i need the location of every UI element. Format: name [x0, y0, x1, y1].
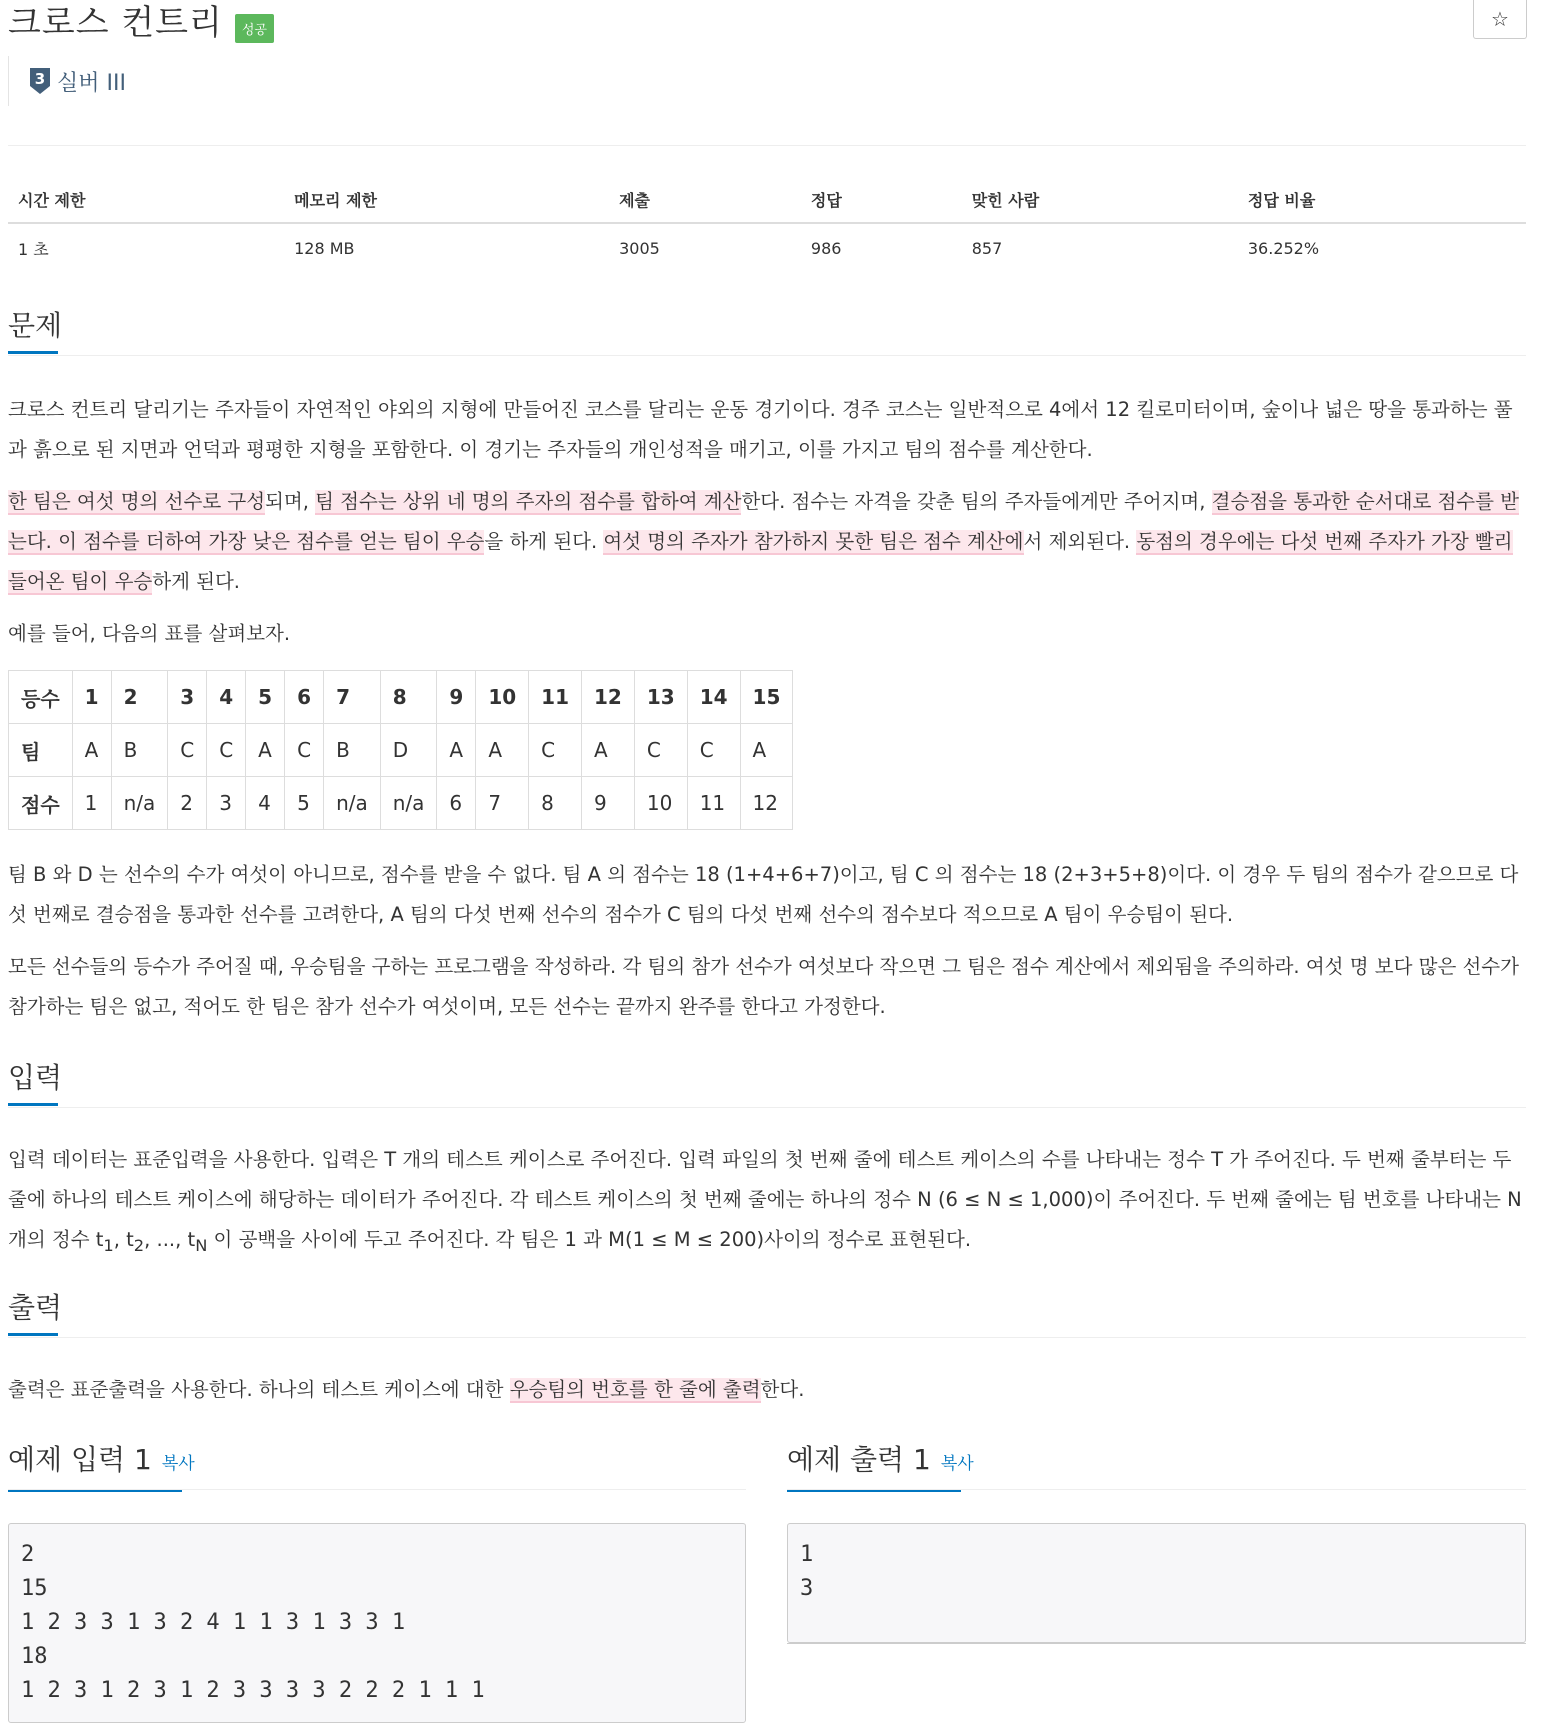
sample-output-title — [787, 1440, 974, 1484]
highlight: 우승팀의 번호를 한 줄에 출력 — [509, 1378, 761, 1401]
section-divider — [8, 1107, 1526, 1108]
score-cell: 5 — [285, 777, 324, 830]
highlight: 여섯 명의 주자가 참가하지 못한 팀은 점수 계산에 — [603, 530, 1024, 553]
problem-section-title — [8, 306, 62, 346]
team-cell: A — [246, 724, 285, 777]
team-cell: C — [529, 724, 582, 777]
problem-section-label: 문제 — [8, 309, 63, 342]
tier-badge-icon — [29, 67, 51, 95]
rank-cell: 13 — [634, 671, 687, 724]
team-cell: B — [111, 724, 168, 777]
highlight: 결승점을 통과한 순서대로 점수를 받는다. 이 점수를 더하여 가장 낮은 점수를 얻는 팀이 우승 — [8, 490, 1520, 553]
score-cell: 6 — [437, 777, 476, 830]
highlight: 한 팀은 여섯 명의 선수로 구성 — [8, 490, 266, 513]
header-divider — [8, 145, 1526, 146]
task-paragraph: 모든 선수들의 등수가 주어질 때, 우승팀을 구하는 프로그램을 작성하라. 각 팀의 참가 선수가 여섯보다 작으면 그 팀은 점수 계산에서 제외됨을 주의하라. 여섯 명 보다 많은 선수가 참가하는 팀은 없고, 적어도 한 팀은 참가 선수가 여섯이며, 모든 선수는 끝까지 완주를 한다고 가정한다. — [8, 955, 1519, 1018]
input-var-t: t — [95, 1228, 104, 1251]
text-span: , ..., t — [144, 1228, 196, 1251]
team-cell: A — [476, 724, 529, 777]
output-section-label: 출력 — [8, 1291, 63, 1324]
rank-cell: 10 — [476, 671, 529, 724]
info-header-submit: 제출 — [609, 176, 801, 223]
rank-cell: 3 — [168, 671, 207, 724]
score-cell: 3 — [207, 777, 246, 830]
team-cell: A — [437, 724, 476, 777]
subscript: 1 — [103, 1235, 114, 1255]
status-badge: 성공 — [235, 14, 274, 43]
input-paragraph — [8, 1140, 1528, 1266]
team-cell: B — [324, 724, 381, 777]
problem-info-table — [8, 176, 1526, 272]
sample-input-box[interactable]: 2 15 1 2 3 3 1 3 2 4 1 1 3 1 3 3 1 18 1 2 3 1 2 3 1 2 3 3 3 3 2 2 2 1 1 1 — [8, 1523, 746, 1723]
team-cell: C — [285, 724, 324, 777]
section-divider — [8, 355, 1526, 356]
section-divider — [787, 1489, 1526, 1490]
highlight: 동점의 경우에는 다섯 번째 주자가 가장 빨리 들어온 팀이 우승 — [8, 530, 1513, 593]
rank-row-header: 등수 — [9, 671, 73, 724]
info-value-time: 1 초 — [18, 239, 49, 259]
team-cell: C — [634, 724, 687, 777]
text-span: 되며, — [265, 490, 316, 513]
team-cell: C — [687, 724, 740, 777]
sample-output-box[interactable]: 1 3 — [787, 1523, 1526, 1643]
output-section-title — [8, 1288, 62, 1328]
info-value-ratio: 36.252% — [1247, 238, 1320, 258]
tier-info — [8, 56, 126, 106]
info-header-ratio: 정답 비율 — [1238, 176, 1526, 223]
section-divider — [8, 1337, 1526, 1338]
info-value-row — [8, 223, 1526, 272]
highlight: 팀 점수는 상위 네 명의 주자의 점수를 합하여 계산 — [315, 490, 742, 513]
score-row — [9, 777, 793, 830]
score-cell: 7 — [476, 777, 529, 830]
text-span: 서 제외된다. — [1023, 530, 1137, 553]
section-underline — [8, 351, 58, 354]
info-value-accepted: 986 — [810, 238, 842, 258]
rank-cell: 14 — [687, 671, 740, 724]
explanation-paragraph: 팀 B 와 D 는 선수의 수가 여섯이 아니므로, 점수를 받을 수 없다. 팀 A 의 점수는 18 (1+4+6+7)이고, 팀 C 의 점수는 18 (2+3+5+8)이다. 이 경우 두 팀의 점수가 같으므로 다섯 번째로 결승점을 통과한 선수를 고려한다, A 팀의 다섯 번째 선수의 점수가 C 팀의 다섯 번째 선수의 점수보다 적으므로 A 팀이 우승팀이 된다. — [8, 863, 1519, 926]
sample-input-title — [8, 1440, 195, 1484]
copy-input-button[interactable]: 복사 — [161, 1454, 195, 1474]
rank-cell: 4 — [207, 671, 246, 724]
subscript: N — [195, 1235, 208, 1255]
description-paragraph: 크로스 컨트리 달리기는 주자들이 자연적인 야외의 지형에 만들어진 코스를 달리는 운동 경기이다. 경주 코스는 일반적으로 4에서 12 킬로미터이며, 숲이나 넓은 땅을 통과하는 풀과 흙으로 된 지면과 언덕과 평평한 지형을 포함한다. 이 경기는 주자들의 개인성적을 매기고, 이를 가지고 팀의 점수를 계산한다. — [8, 398, 1513, 461]
score-cell: 1 — [72, 777, 111, 830]
rank-cell: 2 — [111, 671, 168, 724]
team-cell: A — [72, 724, 111, 777]
text-span: 한다. — [760, 1378, 805, 1401]
star-icon: ☆ — [1491, 7, 1509, 31]
team-cell: A — [582, 724, 635, 777]
info-value-submit: 3005 — [619, 238, 660, 258]
score-cell: n/a — [380, 777, 437, 830]
info-value-solved-users: 857 — [971, 238, 1003, 258]
rank-cell: 5 — [246, 671, 285, 724]
section-underline — [8, 1333, 58, 1336]
rank-cell: 15 — [740, 671, 793, 724]
score-cell: 12 — [740, 777, 793, 830]
input-section-label: 입력 — [8, 1061, 63, 1094]
input-section-title — [8, 1058, 62, 1098]
sample-output-footer — [787, 1643, 1526, 1644]
rank-cell: 9 — [437, 671, 476, 724]
team-row — [9, 724, 793, 777]
team-cell: A — [740, 724, 793, 777]
team-row-header: 팀 — [9, 724, 73, 777]
problem-header — [8, 0, 274, 46]
text-span: 하게 된다. — [152, 570, 241, 593]
rank-cell: 1 — [72, 671, 111, 724]
rank-cell: 11 — [529, 671, 582, 724]
team-cell: C — [168, 724, 207, 777]
subscript: 2 — [133, 1235, 145, 1255]
tier-number: 3 — [34, 70, 46, 88]
problem-explanation — [8, 855, 1528, 1039]
score-cell: 2 — [168, 777, 207, 830]
copy-output-button[interactable]: 복사 — [940, 1454, 974, 1474]
problem-description — [8, 390, 1528, 666]
team-cell: D — [380, 724, 437, 777]
output-paragraph — [8, 1370, 1528, 1410]
score-cell: 9 — [582, 777, 635, 830]
score-cell: n/a — [324, 777, 381, 830]
rank-cell: 7 — [324, 671, 381, 724]
info-header-accepted: 정답 — [801, 176, 962, 223]
info-header-solved-users: 맞힌 사람 — [962, 176, 1238, 223]
info-header-time: 시간 제한 — [8, 176, 284, 223]
output-description — [8, 1370, 1528, 1422]
section-divider — [8, 1489, 746, 1490]
score-cell: 11 — [687, 777, 740, 830]
sample-input-label: 예제 입력 1 — [8, 1443, 152, 1476]
tier-label: 실버 III — [57, 70, 126, 96]
description-paragraph: 예를 들어, 다음의 표를 살펴보자. — [8, 622, 291, 645]
rank-table — [8, 670, 793, 830]
text-span: 을 하게 된다. — [484, 530, 604, 553]
info-value-memory: 128 MB — [294, 238, 355, 258]
input-text: 입력 데이터는 표준입력을 사용한다. 입력은 T 개의 테스트 케이스로 주어진다. 입력 파일의 첫 번째 줄에 테스트 케이스의 수를 나타내는 정수 T 가 주어진다. 두 번째 줄부터는 두 줄에 하나의 테스트 케이스에 해당하는 데이터가 주어진다. 각 테스트 케이스의 첫 번째 줄에는 하나의 정수 N (6 ≤ N ≤ 1,000)이 주어진다. 두 번째 줄에는 팀 번호를 나타내는 N 개의 정수 — [8, 1148, 1522, 1251]
score-cell: 8 — [529, 777, 582, 830]
info-header-memory: 메모리 제한 — [284, 176, 609, 223]
input-description — [8, 1140, 1528, 1278]
text-span: 이 공백을 사이에 두고 주어진다. 각 팀은 1 과 M(1 ≤ M ≤ 200)사이의 정수로 표현된다. — [207, 1228, 972, 1251]
favorite-star-button[interactable] — [1473, 0, 1527, 39]
score-row-header: 점수 — [9, 777, 73, 830]
rank-cell: 12 — [582, 671, 635, 724]
team-cell: C — [207, 724, 246, 777]
rank-row — [9, 671, 793, 724]
score-cell: 4 — [246, 777, 285, 830]
text-span: 출력은 표준출력을 사용한다. 하나의 테스트 케이스에 대한 — [8, 1378, 510, 1401]
rank-cell: 8 — [380, 671, 437, 724]
problem-title: 크로스 컨트리 — [8, 3, 223, 43]
info-header-row — [8, 176, 1526, 223]
rank-cell: 6 — [285, 671, 324, 724]
sample-output-label: 예제 출력 1 — [787, 1443, 931, 1476]
score-cell: 10 — [634, 777, 687, 830]
section-underline — [8, 1103, 58, 1106]
text-span: , t — [113, 1228, 134, 1251]
text-span: 한다. 점수는 자격을 갖춘 팀의 주자들에게만 주어지며, — [741, 490, 1212, 513]
score-cell: n/a — [111, 777, 168, 830]
description-paragraph-highlighted — [8, 482, 1528, 602]
